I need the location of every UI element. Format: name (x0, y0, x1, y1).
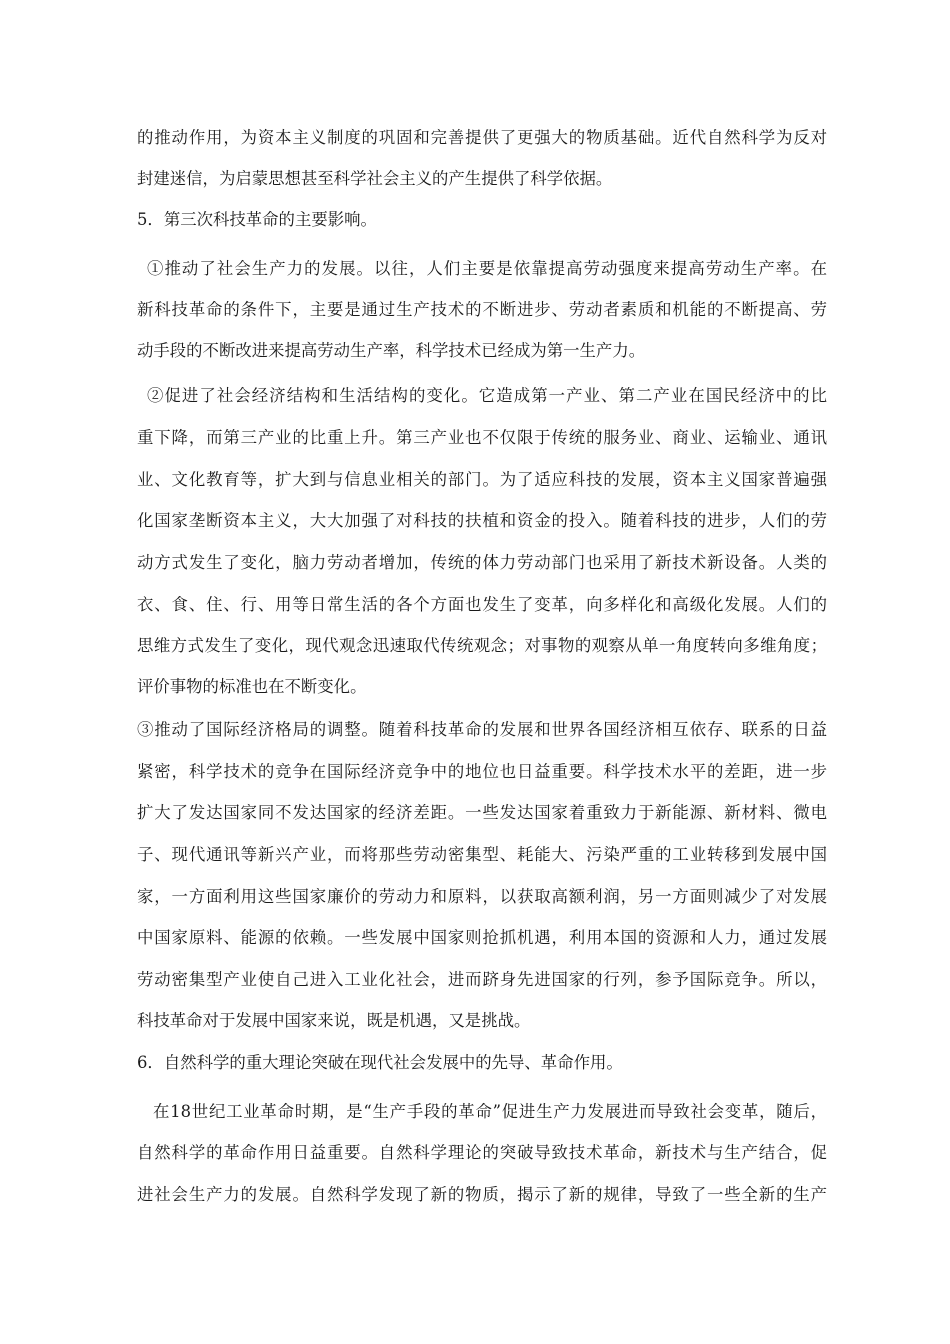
text-line: ①推动了社会生产力的发展。以往，人们主要是依靠提高劳动强度来提高劳动生产率。在 (147, 259, 827, 278)
section-heading: 5．第三次科技革命的主要影响。 (137, 210, 377, 229)
text-line: 紧密，科学技术的竞争在国际经济竞争中的地位也日益重要。科学技术水平的差距，进一步 (137, 762, 827, 781)
text-line: 家，一方面利用这些国家廉价的劳动力和原料，以获取高额利润，另一方面则减少了对发展 (137, 887, 827, 906)
text-line: 思维方式发生了变化，现代观念迅速取代传统观念；对事物的观察从单一角度转向多维角度； (137, 636, 827, 655)
text-line: ③推动了国际经济格局的调整。随着科技革命的发展和世界各国经济相互依存、联系的日益 (137, 720, 827, 739)
text-line: 科技革命对于发展中国家来说，既是机遇，又是挑战。 (137, 1011, 531, 1030)
text-line: 进社会生产力的发展。自然科学发现了新的物质，揭示了新的规律，导致了一些全新的生产 (137, 1185, 827, 1204)
text-line: 中国家原料、能源的依赖。一些发展中国家则抢抓机遇，利用本国的资源和人力，通过发展 (137, 928, 827, 947)
text-line: 子、现代通讯等新兴产业，而将那些劳动密集型、耗能大、污染严重的工业转移到发展中国 (137, 845, 827, 864)
text-line: 动方式发生了变化，脑力劳动者增加，传统的体力劳动部门也采用了新技术新设备。人类的 (137, 553, 827, 572)
text-line: 衣、食、住、行、用等日常生活的各个方面也发生了变革，向多样化和高级化发展。人们的 (137, 595, 827, 614)
text-line: 业、文化教育等，扩大到与信息业相关的部门。为了适应科技的发展，资本主义国家普遍强 (137, 470, 827, 489)
text-line: 的推动作用，为资本主义制度的巩固和完善提供了更强大的物质基础。近代自然科学为反对 (137, 128, 827, 147)
text-line: 新科技革命的条件下，主要是通过生产技术的不断进步、劳动者素质和机能的不断提高、劳 (137, 300, 827, 319)
text-line: 动手段的不断改进来提高劳动生产率，科学技术已经成为第一生产力。 (137, 341, 646, 360)
text-line: ②促进了社会经济结构和生活结构的变化。它造成第一产业、第二产业在国民经济中的比 (147, 386, 827, 405)
text-line: 重下降，而第三产业的比重上升。第三产业也不仅限于传统的服务业、商业、运输业、通讯 (137, 428, 827, 447)
text-line: 扩大了发达国家同不发达国家的经济差距。一些发达国家着重致力于新能源、新材料、微电 (137, 803, 827, 822)
text-line: 化国家垄断资本主义，大大加强了对科技的扶植和资金的投入。随着科技的进步，人们的劳 (137, 511, 827, 530)
text-line: 劳动密集型产业使自己进入工业化社会，进而跻身先进国家的行列，参予国际竞争。所以， (137, 970, 827, 989)
section-heading: 6．自然科学的重大理论突破在现代社会发展中的先导、革命作用。 (137, 1053, 623, 1072)
text-line: 封建迷信，为启蒙思想甚至科学社会主义的产生提供了科学依据。 (137, 169, 613, 188)
text-line: 自然科学的革命作用日益重要。自然科学理论的突破导致技术革命，新技术与生产结合，促 (137, 1143, 827, 1162)
text-line: 在18世纪工业革命时期，是“生产手段的革命”促进生产力发展进而导致社会变革，随后， (153, 1102, 827, 1121)
text-line: 评价事物的标准也在不断变化。 (137, 677, 367, 696)
